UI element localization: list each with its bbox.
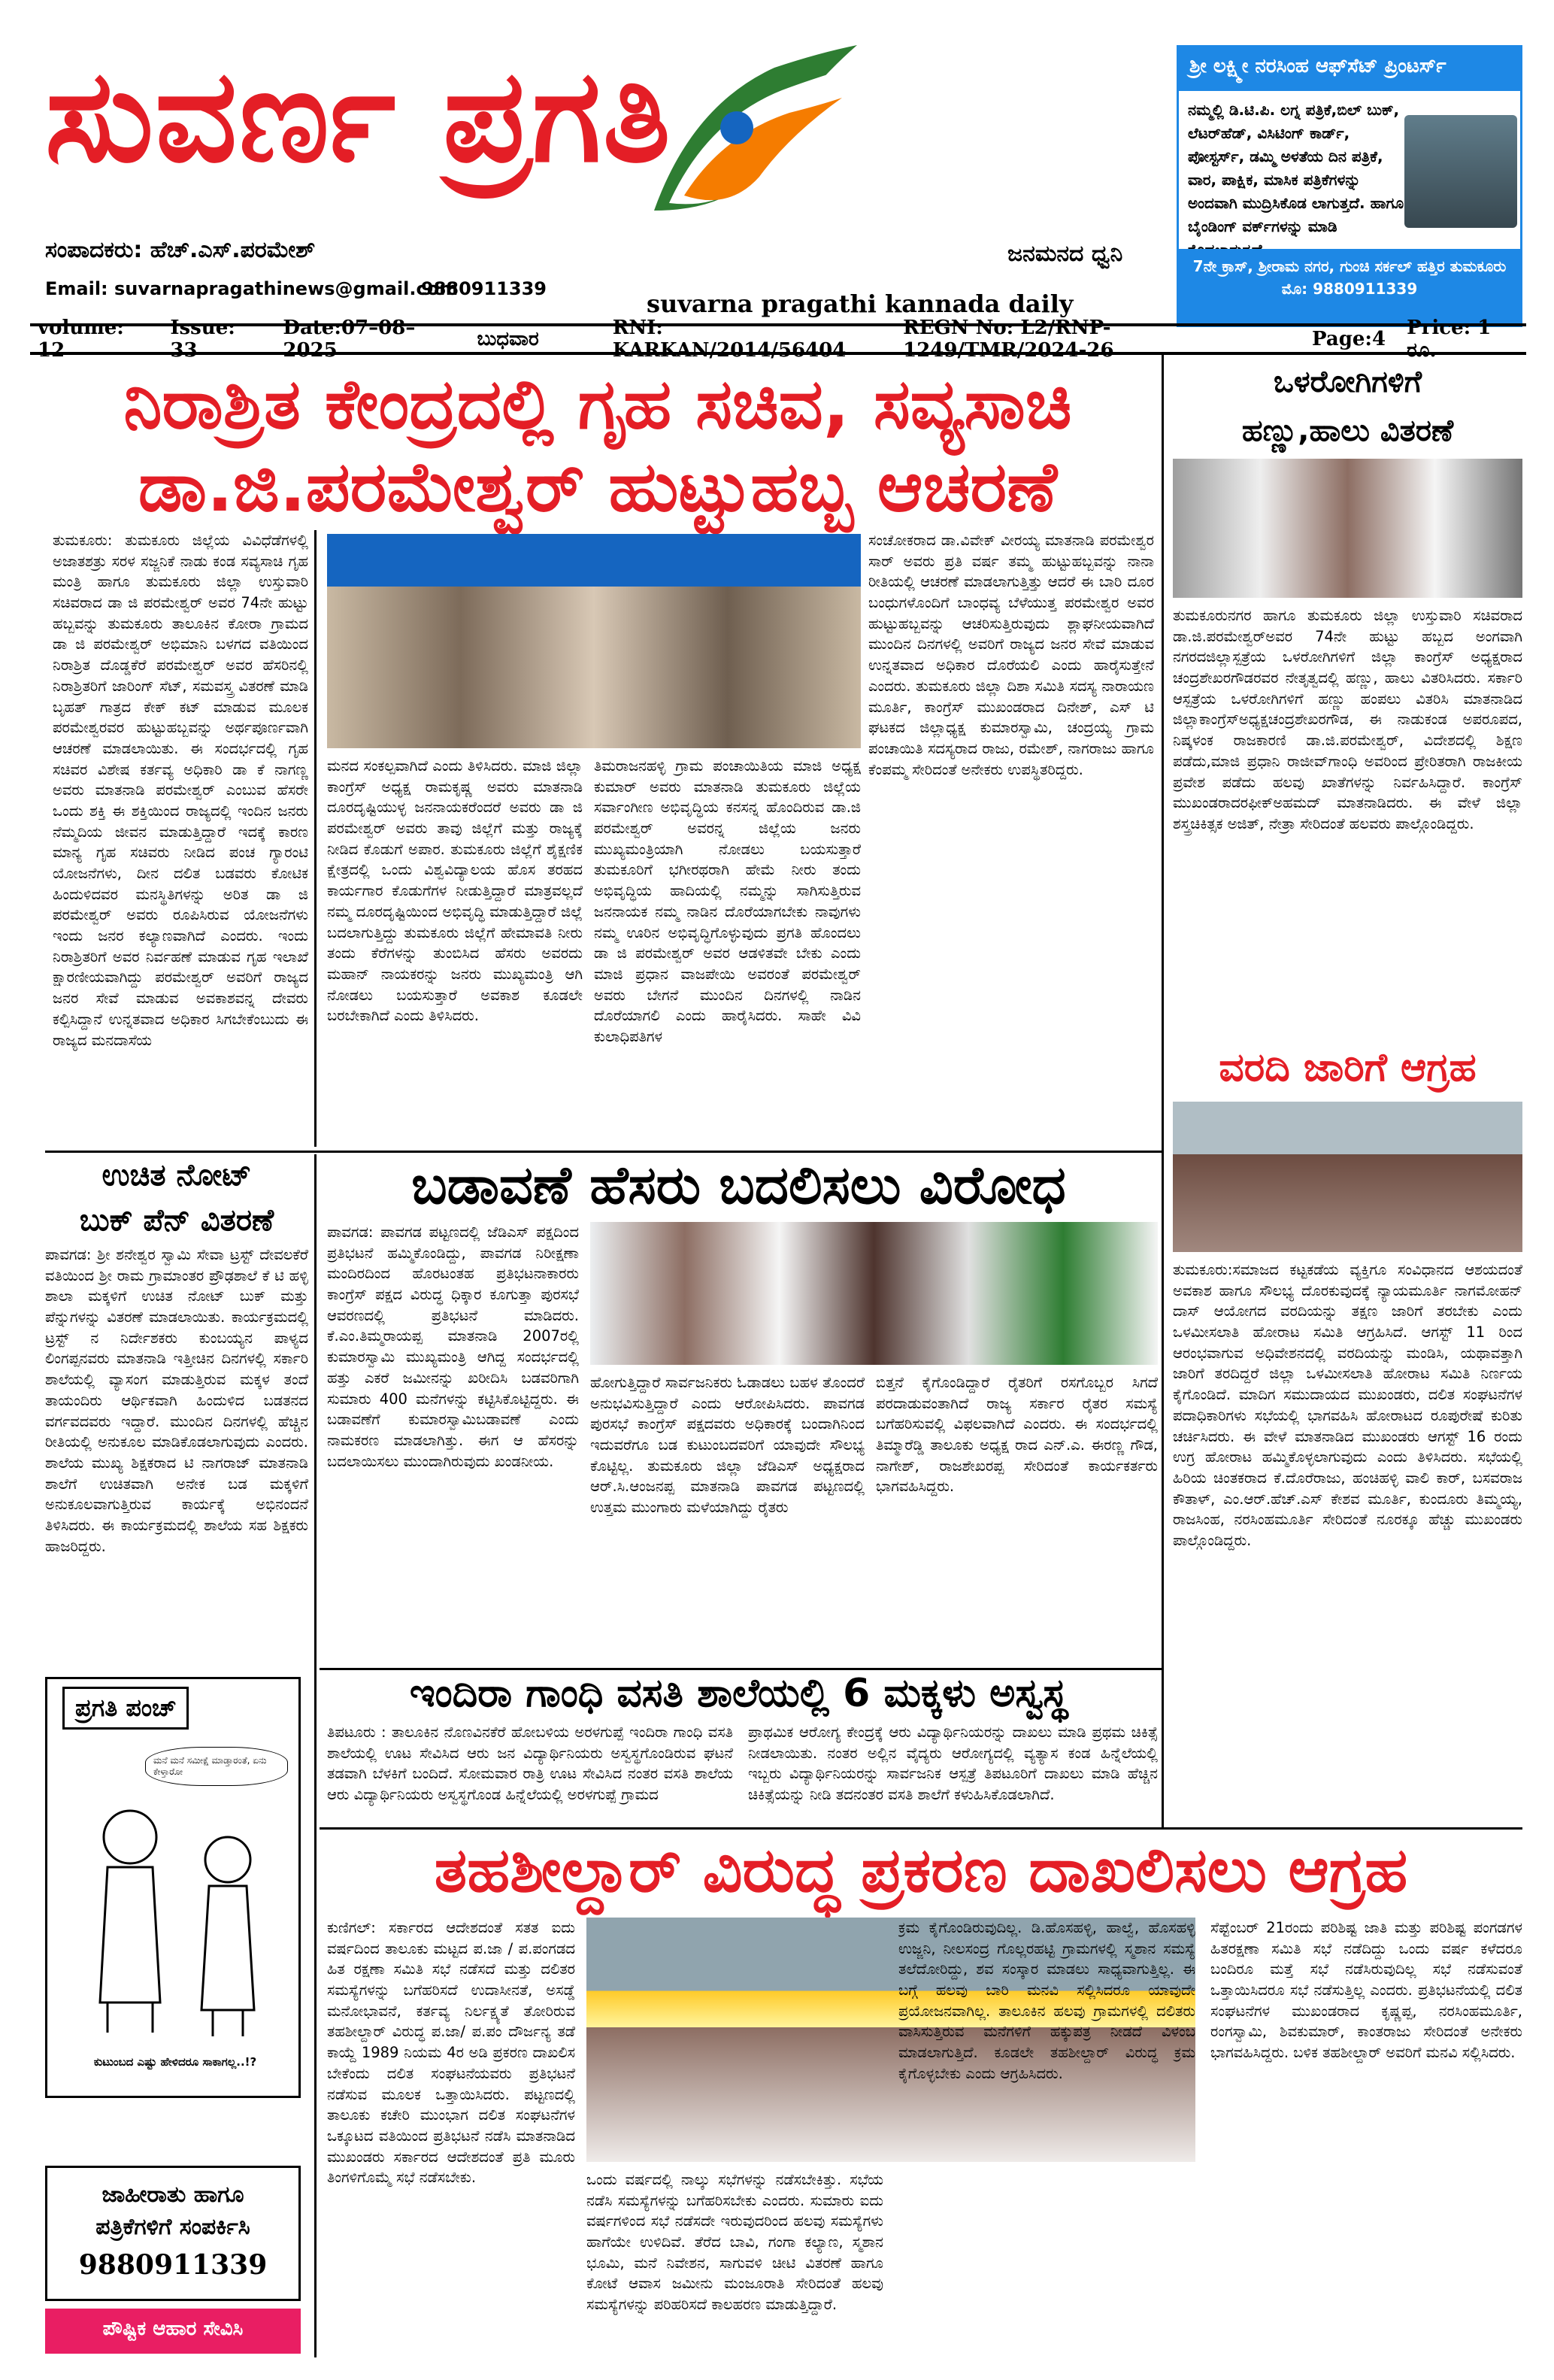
printer-icon bbox=[1404, 115, 1517, 228]
story3-headline: ಇಂದಿರಾ ಗಾಂಧಿ ವಸತಿ ಶಾಲೆಯಲ್ಲಿ 6 ಮಕ್ಕಳು ಅಸ್ವಸ್ಥ bbox=[409, 1671, 1068, 1716]
lead-col-1: ತುಮಕೂರು: ತುಮಕೂರು ಜಿಲ್ಲೆಯ ವಿವಿಧೆಡೆಗಳಲ್ಲಿ ಅಜಾತಶತ್ರು ಸರಳ ಸಜ್ಜನಿಕೆ ನಾಡು ಕಂಡ ಸವ್ಯಸಾಚಿ ಗೃಹ ಮಂತ್ರಿ ಹಾಗೂ ತುಮಕೂರು ಜಿಲ್ಲಾ ಉಸ್ತುವಾರಿ ಸಚಿವರಾದ ಡಾ ಜಿ ಪರಮೇಶ್ವರ್ ಅವರ 74ನೇ ಹುಟ್ಟು ಹಬ್ಬವನ್ನು ತುಮಕೂರು ತಾಲೂಕಿನ ಕೋರಾ ಗ್ರಾಮದ ಡಾ ಜಿ ಪರಮೇಶ್ವರ್ ಅಭಿಮಾನಿ ಬಳಗದ ವತಿಯಿಂದ ನಿರಾಶ್ರಿತ ದೊಡ್ಡಕೆರೆ ಪರಮೇಶ್ವರ್ ಅವರ ಹೆಸರಿನಲ್ಲಿ ನಿರಾಶ್ರಿತರಿಗೆ ಜಾರಿಂಗ್ ಸೆಟ್, ಸಮವಸ್ತ್ರ ವಿತರಣೆ ಮಾಡಿ ಬೃಹತ್ ಗಾತ್ರದ ಕೇಕ್ ಕಟ್ ಮಾಡುವ ಮೂಲಕ ಪರಮೇಶ್ವರವರ ಹುಟ್ಟುಹಬ್ಬವನ್ನು ಅರ್ಥಪೂರ್ಣವಾಗಿ ಆಚರಣೆ ಮಾಡಲಾಯಿತು. ಈ ಸಂದರ್ಭದಲ್ಲಿ ಗೃಹ ಸಚಿವರ ವಿಶೇಷ ಕರ್ತವ್ಯ ಅಧಿಕಾರಿ ಡಾ ಕೆ ನಾಗಣ್ಣ ಅವರು ಮಾತನಾಡಿ ಪರಮೇಶ್ವರ್ ಎಂಬುವ ಹೆಸರೇ ಒಂದು ಶಕ್ತಿ ಈ ಶಕ್ತಿಯಿಂದ ರಾಜ್ಯದಲ್ಲಿ ಇಂದಿನ ಜನರು ನೆಮ್ಮದಿಯ ಜೀವನ ಮಾಡುತ್ತಿದ್ದಾರೆ ಇದಕ್ಕೆ ಕಾರಣ ಮಾನ್ಯ ಗೃಹ ಸಚಿವರು ನೀಡಿದ ಪಂಚ ಗ್ಯಾರಂಟಿ ಯೋಜನೆಗಳು, ದೀನ ದಲಿತ ಬಡವರು ಕೋಟಿಕ ಹಿಂದುಳಿದವರ ಮನಸ್ಥಿತಿಗಳನ್ನು ಅರಿತ ಡಾ ಜಿ ಪರಮೇಶ್ವರ್ ಅವರು ರೂಪಿಸಿರುವ ಯೋಜನೆಗಳು ಇಂದು ಜನರ ಕಲ್ಯಾಣವಾಗಿದೆ ಎಂದರು. ಇಂದು ನಿರಾಶ್ರಿತರಿಗೆ ಅವರ ನಿರ್ವಹಣೆ ಮಾಡುವ ಗೃಹ ಇಲಾಖೆ ಕ್ಷಾರಣೀಯವಾಗಿದ್ದು ಪರಮೇಶ್ವರ್ ಅವರಿಗೆ ರಾಜ್ಯದ ಜನರ ಸೇವೆ ಮಾಡುವ ಅವಕಾಶವನ್ನ ದೇವರು ಕಲ್ಪಿಸಿದ್ದಾನೆ ಉನ್ನತವಾದ ಅಧಿಕಾರ ಸಿಗಬೇಕೆಂಬುದು ಈ ರಾಜ್ಯದ ಮನದಾಸೆಯ bbox=[53, 532, 308, 1049]
tagline: ಜನಮನದ ಧ್ವನಿ bbox=[1007, 241, 1123, 267]
lead-col-4: ಸಂಚೋಕರಾದ ಡಾ.ವಿವೇಕ್ ವೀರಯ್ಯ ಮಾತನಾಡಿ ಪರಮೇಶ್ವರ ಸಾರ್ ಅವರು ಪ್ರತಿ ವರ್ಷ ತಮ್ಮ ಹುಟ್ಟುಹಬ್ಬವನ್ನು ನಾನಾ ರೀತಿಯಲ್ಲಿ ಆಚರಣೆ ಮಾಡಲಾಗುತ್ತಿತ್ತು ಆದರೆ ಈ ಬಾರಿ ದೂರ ಬಂಧುಗಳೊಂದಿಗೆ ಬಾಂಧವ್ಯ ಬೆಳೆಯುತ್ತ ಪರಮೇಶ್ವರ ಅವರ ಹುಟ್ಟುಹಬ್ಬವನ್ನು ಆಚರಿಸುತ್ತಿರುವುದು ಶ್ಲಾಘನೀಯವಾಗಿದೆ ಮುಂದಿನ ದಿನಗಳಲ್ಲಿ ಅವರಿಗೆ ರಾಜ್ಯದ ಜನರ ಸೇವೆ ಮಾಡುವ ಉನ್ನತವಾದ ಅಧಿಕಾರ ದೊರೆಯಲಿ ಎಂದು ಹಾರೈಸುತ್ತೇನೆ ಎಂದರು. ತುಮಕೂರು ಜಿಲ್ಲಾ ದಿಶಾ ಸಮಿತಿ ಸದಸ್ಯ ನಾರಾಯಣ ಮೂರ್ತಿ, ಕಾಂಗ್ರೆಸ್ ಮುಖಂಡರಾದ ದಿನೇಶ್, ಎಸ್ ಟಿ ಘಟಕದ ಜಿಲ್ಲಾಧ್ಯಕ್ಷ ಕುಮಾರಸ್ವಾಮಿ, ಚಂದ್ರಯ್ಯ ಗ್ರಾಮ ಪಂಚಾಯಿತಿ ಸದಸ್ಯರಾದ ರಾಜು, ರಮೇಶ್, ನಾಗರಾಜು ಹಾಗೂ ಕೆಂಪಮ್ಮ ಸೇರಿದಂತೆ ಅನೇಕರು ಉಪಸ್ಥಿತರಿದ್ದರು. bbox=[868, 532, 1154, 778]
punch-heading: ಪ್ರಗತಿ ಪಂಚ್ bbox=[62, 1687, 189, 1730]
paper-subtitle: suvarna pragathi kannada daily bbox=[647, 290, 1074, 318]
divider bbox=[314, 530, 317, 1147]
divider bbox=[314, 1154, 317, 2357]
editor-name: ಸಂಪಾದಕರು: ಹೆಚ್.ಎಸ್.ಪರಮೇಶ್ bbox=[45, 237, 316, 263]
divider bbox=[45, 1151, 1162, 1153]
cartoon-figures-icon bbox=[62, 1792, 288, 2040]
story2-col-2: ಹೋಗುತ್ತಿದ್ದಾರೆ ಸಾರ್ವಜನಿಕರು ಓಡಾಡಲು ಬಹಳ ತೊಂದರೆ ಅನುಭವಿಸುತ್ತಿದ್ದಾರೆ ಎಂದು ಆರೋಪಿಸಿದರು. ಪಾವಗಡ ಪುರಸಭೆ ಕಾಂಗ್ರೆಸ್ ಪಕ್ಷದವರು ಅಧಿಕಾರಕ್ಕೆ ಬಂದಾಗಿನಿಂದ ಇದುವರೆಗೂ ಬಡ ಕುಟುಂಬದವರಿಗೆ ಯಾವುದೇ ಸೌಲಭ್ಯ ಕೊಟ್ಟಿಲ್ಲ. ತುಮಕೂರು ಜಿಲ್ಲಾ ಜೆಡಿಎಸ್ ಅಧ್ಯಕ್ಷರಾದ ಆರ್.ಸಿ.ಆಂಜನಪ್ಪ ಮಾತನಾಡಿ ಪಾವಗಡ ಪಟ್ಟಣದಲ್ಲಿ ಉತ್ತಮ ಮುಂಗಾರು ಮಳೆಯಾಗಿದ್ದು ರೈತರು bbox=[590, 1374, 865, 1517]
divider bbox=[320, 1827, 1522, 1830]
story4-col-1: ಕುಣಿಗಲ್: ಸರ್ಕಾರದ ಆದೇಶದಂತೆ ಸತತ ಐದು ವರ್ಷದಿಂದ ತಾಲೂಕು ಮಟ್ಟದ ಪ.ಜಾ / ಪ.ಪಂಗಡದ ಹಿತ ರಕ್ಷಣಾ ಸಮಿತಿ ಸಭೆ ನಡೆಸದೆ ಮತ್ತು ದಲಿತರ ಸಮಸ್ಯೆಗಳನ್ನು ಬಗೆಹರಿಸದೆ ಉದಾಸೀನತೆ, ಅಸಡ್ಡೆ ಮನೋಭಾವನೆ, ಕರ್ತವ್ಯ ನಿರ್ಲಕ್ಷ್ಯತೆ ತೋರಿರುವ ತಹಶೀಲ್ದಾರ್ ವಿರುದ್ಧ ಪ.ಜಾ/ ಪ.ಪಂ ದೌರ್ಜನ್ಯ ತಡೆ ಕಾಯ್ದೆ 1989 ನಿಯಮ 4ರ ಅಡಿ ಪ್ರಕರಣ ದಾಖಲಿಸ ಬೇಕೆಂದು ದಲಿತ ಸಂಘಟನೆಯವರು ಪ್ರತಿಭಟನೆ ನಡೆಸುವ ಮೂಲಕ ಒತ್ತಾಯಿಸಿದರು. ಪಟ್ಟಣದಲ್ಲಿ ತಾಲೂಕು ಕಚೇರಿ ಮುಂಭಾಗ ದಲಿತ ಸಂಘಟನೆಗಳ ಒಕ್ಕೂಟದ ವತಿಯಿಂದ ಪ್ರತಿಭಟನೆ ನಡೆಸಿ ಮಾತನಾಡಿದ ಮುಖಂಡರು ಸರ್ಕಾರದ ಆದೇಶದಂತೆ ಪ್ರತಿ ಮೂರು ತಿಂಗಳಿಗೊಮ್ಮೆ ಸಭೆ ನಡೆಸಬೇಕು. bbox=[327, 1919, 575, 2187]
side1-photo bbox=[1173, 459, 1522, 598]
issue-info-bar bbox=[30, 316, 1526, 362]
side2-headline: ವರದಿ ಜಾರಿಗೆ ಆಗ್ರಹ bbox=[1219, 1045, 1477, 1090]
email-text[interactable]: Email: suvarnapragathinews@gmail.com bbox=[45, 278, 459, 299]
lead-headline-line1: ನಿರಾಶ್ರಿತ ಕೇಂದ್ರದಲ್ಲಿ ಗೃಹ ಸಚಿವ, ಸವ್ಯಸಾಚಿ bbox=[123, 364, 1072, 444]
story3-col-2: ಪ್ರಾಥಮಿಕ ಆರೋಗ್ಯ ಕೇಂದ್ರಕ್ಕೆ ಆರು ವಿದ್ಯಾರ್ಥಿನಿಯರನ್ನು ದಾಖಲು ಮಾಡಿ ಪ್ರಥಮ ಚಿಕಿತ್ಸೆ ನೀಡಲಾಯಿತು. ನಂತರ ಅಲ್ಲಿನ ವೈದ್ಯರು ಆರೋಗ್ಯದಲ್ಲಿ ವ್ಯತ್ಯಾಸ ಕಂಡ ಹಿನ್ನೆಲೆಯಲ್ಲಿ ಇಬ್ಬರು ವಿದ್ಯಾರ್ಥಿನಿಯರನ್ನು ಸಾರ್ವಜನಿಕ ಆಸ್ಪತ್ರೆ ತಿಪಟೂರಿಗೆ ದಾಖಲು ಮಾಡಿ ಹೆಚ್ಚಿನ ಚಿಕಿತ್ಸೆಯನ್ನು ನೀಡಿ ತದನಂತರ ವಸತಿ ಶಾಲೆಗೆ ಕಳುಹಿಸಿಕೊಡಲಾಗಿದೆ. bbox=[748, 1724, 1158, 1804]
side1-body: ತುಮಕೂರುನಗರ ಹಾಗೂ ತುಮಕೂರು ಜಿಲ್ಲಾ ಉಸ್ತುವಾರಿ ಸಚಿವರಾದ ಡಾ.ಜಿ.ಪರಮೇಶ್ವರ್‌ಅವರ 74ನೇ ಹುಟ್ಟು ಹಬ್ಬದ ಅಂಗವಾಗಿ ನಗರದಜಿಲ್ಲಾಸ್ಪತ್ರೆಯ ಒಳರೋಗಿಗಳಿಗೆ ಜಿಲ್ಲಾ ಕಾಂಗ್ರೆಸ್ ಅಧ್ಯಕ್ಷರಾದ ಚಂದ್ರಶೇಖರಗೌಡರವರ ನೇತೃತ್ವದಲ್ಲಿ ಹಣ್ಣು, ಹಾಲು ವಿತರಿಸಿದರು. ಸರ್ಕಾರಿ ಆಸ್ಪತ್ರೆಯ ಒಳರೋಗಿಗಳಿಗೆ ಹಣ್ಣು ಹಂಪಲು ವಿತರಿಸಿ ಮಾತನಾಡಿದ ಜಿಲ್ಲಾಕಾಂಗ್ರೆಸ್‌ಅಧ್ಯಕ್ಷಚಂದ್ರಶೇಖರಗೌಡ, ಈ ನಾಡುಕಂಡ ಅಪರೂಪದ, ನಿಷ್ಕಳಂಕ ರಾಜಕಾರಣಿ ಡಾ.ಜಿ.ಪರಮೇಶ್ವರ್, ವಿದೇಶದಲ್ಲಿ ಶಿಕ್ಷಣ ಪಡೆದು,ಮಾಜಿ ಪ್ರಧಾನಿ ರಾಜೀವ್‌ಗಾಂಧಿ ಅವರಿಂದ ಪ್ರೇರಿತರಾಗಿ ರಾಜಕೀಯ ಪ್ರವೇಶ ಪಡೆದು ಹಲವು ಖಾತೆಗಳನ್ನು ನಿರ್ವಹಿಸಿದ್ದಾರೆ. ಕಾಂಗ್ರೆಸ್ ಮುಖಂಡರಾದರಫೀಕ್‌ಅಹಮದ್ ಮಾತನಾಡಿದರು. ಈ ವೇಳೆ ಜಿಲ್ಲಾ ಶಸ್ತ್ರಚಿಕಿತ್ಸಕ ಅಜಿತ್, ನೇತ್ರಾ ಸೇರಿದಂತೆ ಹಲವರು ಪಾಲ್ಗೊಂಡಿದ್ದರು. bbox=[1173, 607, 1522, 832]
story2-col-3: ಬಿತ್ತನೆ ಕೈಗೊಂಡಿದ್ದಾರೆ ರೈತರಿಗೆ ರಸಗೊಬ್ಬರ ಸಿಗದೆ ಪರದಾಡುವಂತಾಗಿದೆ ರಾಜ್ಯ ಸರ್ಕಾರ ರೈತರ ಸಮಸ್ಯೆ ಬಗೆಹರಿಸುವಲ್ಲಿ ವಿಫಲವಾಗಿದೆ ಎಂದರು. ಈ ಸಂದರ್ಭದಲ್ಲಿ ತಿಮ್ಮಾರೆಡ್ಡಿ ತಾಲೂಕು ಅಧ್ಯಕ್ಷ ರಾದ ಎನ್.ಎ. ಈರಣ್ಣ ಗೌಡ, ನಾಗೇಶ್, ರಾಜಶೇಖರಪ್ಪ ಸೇರಿದಂತೆ ಕಾರ್ಯಕರ್ತರು ಭಾಗವಹಿಸಿದ್ದರು. bbox=[876, 1374, 1158, 1496]
story4-col-3: ಕ್ರಮ ಕೈಗೊಂಡಿರುವುದಿಲ್ಲ. ಡಿ.ಹೊಸಹಳ್ಳಿ, ಹಾಲ್ವೆ, ಹೊಸಹಳ್ಳಿ ಉಜ್ಜನಿ, ನೀಲಸಂದ್ರ ಗೊಲ್ಲರಹಟ್ಟಿ ಗ್ರಾಮಗಳಲ್ಲಿ ಸ್ಮಶಾನ ಸಮಸ್ಯೆ ತಲೆದೋರಿದ್ದು, ಶವ ಸಂಸ್ಕಾರ ಮಾಡಲು ಸಾಧ್ಯವಾಗುತ್ತಿಲ್ಲ. ಈ ಬಗ್ಗೆ ಹಲವು ಬಾರಿ ಮನವಿ ಸಲ್ಲಿಸಿದರೂ ಯಾವುದೇ ಪ್ರಯೋಜನವಾಗಿಲ್ಲ. ತಾಲೂಕಿನ ಹಲವು ಗ್ರಾಮಗಳಲ್ಲಿ ದಲಿತರು ವಾಸಿಸುತ್ತಿರುವ ಮನೆಗಳಿಗೆ ಹಕ್ಕುಪತ್ರ ನೀಡದೆ ವಿಳಂಬ ಮಾಡಲಾಗುತ್ತಿದೆ. ಕೂಡಲೇ ತಹಶೀಲ್ದಾರ್ ವಿರುದ್ಧ ಕ್ರಮ ಕೈಗೊಳ್ಳಬೇಕು ಎಂದು ಆಗ್ರಹಿಸಿದರು. bbox=[898, 1919, 1195, 2082]
side1-headline1: ಒಳರೋಗಿಗಳಿಗೆ bbox=[1274, 365, 1422, 399]
side2-photo bbox=[1173, 1102, 1522, 1252]
classified-line2: ಪತ್ರಿಕೆಗಳಿಗೆ ಸಂಪರ್ಕಿಸಿ bbox=[95, 2214, 250, 2240]
side1-headline2: ಹಣ್ಣು,ಹಾಲು ವಿತರಣೆ bbox=[1241, 414, 1454, 448]
ad-body: ನಮ್ಮಲ್ಲಿ ಡಿ.ಟಿ.ಪಿ. ಲಗ್ನ ಪತ್ರಿಕೆ,ಬಿಲ್ ಬುಕ್, ಲೆಟರ್‌ಹೆಡ್, ವಿಸಿಟಿಂಗ್ ಕಾರ್ಡ್, ಪೋಸ್ಟರ್ಸ್, ಡಮ್ಮಿ ಅಳತೆಯ ದಿನ ಪತ್ರಿಕೆ, ವಾರ, ಪಾಕ್ಷಿಕ, ಮಾಸಿಕ ಪತ್ರಿಕೆಗಳನ್ನು ಅಂದವಾಗಿ ಮುದ್ರಿಸಿಕೊಡ ಲಾಗುತ್ತದೆ. ಹಾಗೂ ಬೈಂಡಿಂಗ್ ವರ್ಕ್‌ಗಳನ್ನು ಮಾಡಿ bbox=[1188, 101, 1404, 235]
regn: REGN No: L2/RNP-1249/TMR/2024-26 bbox=[903, 317, 1114, 362]
cartoon-caption: ಕುಟುಂಬದ ಎಷ್ಟು ಹೇಳಿದರೂ ಸಾಕಾಗಲ್ಲ..!? bbox=[93, 2055, 257, 2069]
story4-col-2: ಒಂದು ವರ್ಷದಲ್ಲಿ ನಾಲ್ಕು ಸಭೆಗಳನ್ನು ನಡೆಸಬೇಕಿತ್ತು. ಸಭೆಯ ನಡೆಸಿ ಸಮಸ್ಯೆಗಳನ್ನು ಬಗೆಹರಿಸಬೇಕು ಎಂದರು. ಸುಮಾರು ಐದು ವರ್ಷಗಳಿಂದ ಸಭೆ ನಡೆಸದೇ ಇರುವುದರಿಂದ ಹಲವು ಸಮಸ್ಯೆಗಳು ಹಾಗೆಯೇ ಉಳಿದಿವೆ. ತೆರೆದ ಬಾವಿ, ಗಂಗಾ ಕಲ್ಯಾಣ, ಸ್ಮಶಾನ ಭೂಮಿ, ಮನೆ ನಿವೇಶನ, ಸಾಗುವಳಿ ಚೀಟಿ ವಿತರಣೆ ಹಾಗೂ ಕೋಟೆ ಆವಾಸ ಜಮೀನು ಮಂಜೂರಾತಿ ಸೇರಿದಂತೆ ಹಲವು ಸಮಸ್ಯೆಗಳನ್ನು ಪರಿಹರಿಸದೆ ಕಾಲಹರಣ ಮಾಡುತ್ತಿದ್ದಾರೆ. bbox=[586, 2171, 883, 2314]
ad-address: 7ನೇ ಕ್ರಾಸ್, ಶ್ರೀರಾಮ ನಗರ, ಗುಂಚಿ ಸರ್ಕಲ್ ಹತ್ತಿರ ತುಮಕೂರು ಮೊ: 9880911339 bbox=[1179, 249, 1520, 326]
lead-headline-line2: ಡಾ.ಜಿ.ಪರಮೇಶ್ವರ್ ಹುಟ್ಟುಹಬ್ಬ ಆಚರಣೆ bbox=[138, 447, 1058, 527]
divider bbox=[320, 1668, 1162, 1670]
story2-col-1: ಪಾವಗಡ: ಪಾವಗಡ ಪಟ್ಟಣದಲ್ಲಿ ಜೆಡಿಎಸ್ ಪಕ್ಷದಿಂದ ಪ್ರತಿಭಟನೆ ಹಮ್ಮಿಕೊಂಡಿದ್ದು, ಪಾವಗಡ ನಿರೀಕ್ಷಣಾ ಮಂದಿರದಿಂದ ಹೊರಟಂತಹ ಪ್ರತಿಭಟನಾಕಾರರು ಕಾಂಗ್ರೆಸ್ ಪಕ್ಷದ ವಿರುದ್ಧ ಧಿಕ್ಕಾರ ಕೂಗುತ್ತಾ ಪುರಸಭೆ ಆವರಣದಲ್ಲಿ ಪ್ರತಿಭಟನೆ ಮಾಡಿದರು. ಕೆ.ಎಂ.ತಿಮ್ಮರಾಯಪ್ಪ ಮಾತನಾಡಿ 2007ರಲ್ಲಿ ಕುಮಾರಸ್ವಾಮಿ ಮುಖ್ಯಮಂತ್ರಿ ಆಗಿದ್ದ ಸಂದರ್ಭದಲ್ಲಿ ಹತ್ತು ಎಕರೆ ಜಮೀನನ್ನು ಖರೀದಿಸಿ ಬಡವರಿಗಾಗಿ ಸುಮಾರು 400 ಮನೆಗಳನ್ನು ಕಟ್ಟಿಸಿಕೊಟ್ಟಿದ್ದರು. ಈ ಬಡಾವಣೆಗೆ ಕುಮಾರಸ್ವಾಮಿಬಡಾವಣೆ ಎಂದು ನಾಮಕರಣ ಮಾಡಲಾಗಿತ್ತು. ಈಗ ಆ ಹೆಸರನ್ನು ಬದಲಾಯಿಸಲು ಮುಂದಾಗಿರುವುದು ಖಂಡನೀಯ. bbox=[327, 1223, 579, 1470]
issue: Issue: 33 bbox=[170, 317, 235, 362]
page-number: Page:4 bbox=[1312, 328, 1386, 350]
day: ಬುಧವಾರ bbox=[477, 327, 539, 350]
left2-body: ಪಾವಗಡ: ಶ್ರೀ ಶನೇಶ್ವರ ಸ್ವಾಮಿ ಸೇವಾ ಟ್ರಸ್ಟ್ ದೇವಲಕೆರೆ ವತಿಯಿಂದ ಶ್ರೀ ರಾಮ ಗ್ರಾಮಾಂತರ ಪ್ರೌಢಶಾಲೆ ಕೆ ಟಿ ಹಳ್ಳಿ ಶಾಲಾ ಮಕ್ಕಳಿಗೆ ಉಚಿತ ನೋಟ್ ಬುಕ್ ಮತ್ತು ಪೆನ್ನುಗಳನ್ನು ವಿತರಣೆ ಮಾಡಲಾಯಿತು. ಕಾರ್ಯಕ್ರಮದಲ್ಲಿ ಟ್ರಸ್ಟ್ ನ ನಿರ್ದೇಶಕರು ಕುಂಬಯ್ಯನ ಪಾಳ್ಯದ ಲಿಂಗಪ್ಪನವರು ಮಾತನಾಡಿ ಇತ್ತೀಚಿನ ದಿನಗಳಲ್ಲಿ ಸರ್ಕಾರಿ ಶಾಲೆಯಲ್ಲಿ ವ್ಯಾಸಂಗ ಮಾಡುತ್ತಿರುವ ಮಕ್ಕಳ ತಂದೆ ತಾಯಂದಿರು ಆರ್ಥಿಕವಾಗಿ ಹಿಂದುಳಿದ ಬಡತನದ ವರ್ಗವದವರು ಇದ್ದಾರೆ. ಮುಂದಿನ ದಿನಗಳಲ್ಲಿ ಹೆಚ್ಚಿನ ರೀತಿಯಲ್ಲಿ ಅನುಕೂಲ ಮಾಡಿಕೊಡಲಾಗುವುದು ಎಂದರು. ಶಾಲೆಯ ಮುಖ್ಯ ಶಿಕ್ಷಕರಾದ ಟಿ ನಾಗರಾಜ್ ಮಾತನಾಡಿ ಶಾಲೆಗೆ ಉಚಿತವಾಗಿ ಅನೇಕ ಬಡ ಮಕ್ಕಳಿಗೆ ಅನುಕೂಲವಾಗುತ್ತಿರುವ ಕಾರ್ಯಕ್ಕೆ ಅಭಿನಂದನೆ ತಿಳಿಸಿದರು. ಈ ಕಾರ್ಯಕ್ರಮದಲ್ಲಿ ಶಾಲೆಯ ಸಹ ಶಿಕ್ಷಕರು ಹಾಜರಿದ್ದರು. bbox=[45, 1246, 308, 1555]
volume: volume: 12 bbox=[38, 317, 124, 362]
classified-ad bbox=[45, 2166, 301, 2301]
side2-body: ತುಮಕೂರು:ಸಮಾಜದ ಕಟ್ಟಕಡೆಯ ವ್ಯಕ್ತಿಗೂ ಸಂವಿಧಾನದ ಆಶಯದಂತೆ ಅವಕಾಶ ಹಾಗೂ ಸೌಲಭ್ಯ ದೊರಕುವುದಕ್ಕೆ ನ್ಯಾಯಮೂರ್ತಿ ನಾಗಮೋಹನ್ ದಾಸ್ ಆಯೋಗದ ವರದಿಯನ್ನು ತಕ್ಷಣ ಜಾರಿಗೆ ತರಬೇಕು ಎಂದು ಒಳಮೀಸಲಾತಿ ಹೋರಾಟ ಸಮಿತಿ ಆಗ್ರಹಿಸಿದೆ. ಆಗಸ್ಟ್ 11 ರಿಂದ ಆರಂಭವಾಗುವ ಅಧಿವೇಶನದಲ್ಲಿ ವರದಿಯನ್ನು ಮಂಡಿಸಿ, ಯಥಾವತ್ತಾಗಿ ಜಾರಿಗೆ ತರದಿದ್ದರೆ ಜಿಲ್ಲಾ ಒಳಮೀಸಲಾತಿ ಹೋರಾಟ ಸಮಿತಿ ನಿರ್ಣಯ ಕೈಗೊಂಡಿದೆ. ಮಾದಿಗ ಸಮುದಾಯದ ಮುಖಂಡರು, ದಲಿತ ಸಂಘಟನೆಗಳ ಪದಾಧಿಕಾರಿಗಳು ಸಭೆಯಲ್ಲಿ ಭಾಗವಹಿಸಿ ಹೋರಾಟದ ರೂಪುರೇಷೆ ಕುರಿತು ಚರ್ಚಿಸಿದರು. ಈ ವೇಳೆ ಮಾತನಾಡಿದ ಮುಖಂಡರು ಆಗಸ್ಟ್ 16 ರಂದು ಉಗ್ರ ಹೋರಾಟ ಹಮ್ಮಿಕೊಳ್ಳಲಾಗುವುದು ಎಂದು ತಿಳಿಸಿದರು. ಸಭೆಯಲ್ಲಿ ಹಿರಿಯ ಚಿಂತಕರಾದ ಕೆ.ದೊರೆರಾಜು, ಹಂಚಿಹಳ್ಳಿ ವಾಲಿ ಕಾರ್, ಬಸವರಾಜ ಕೌತಾಳ್, ಎಂ.ಆರ್.ಹೆಚ್.ಎಸ್ ಕೇಶವ ಮೂರ್ತಿ, ಕುಂದೂರು ತಿಮ್ಮಯ್ಯ, ರಾಜಸಿಂಹ, ನರಸಿಂಹಮೂರ್ತಿ ಸೇರಿದಂತೆ ನೂರಕ್ಕೂ ಹೆಚ್ಚು ಮುಖಂಡರು ಪಾಲ್ಗೊಂಡಿದ್ದರು. bbox=[1173, 1261, 1522, 1549]
classified-line1: ಜಾಹೀರಾತು ಹಾಗೂ bbox=[101, 2181, 244, 2208]
story4-col-4: ಸೆಪ್ಟೆಂಬರ್ 21ರಂದು ಪರಿಶಿಷ್ಟ ಜಾತಿ ಮತ್ತು ಪರಿಶಿಷ್ಟ ಪಂಗಡಗಳ ಹಿತರಕ್ಷಣಾ ಸಮಿತಿ ಸಭೆ ನಡೆದಿದ್ದು ಒಂದು ವರ್ಷ ಕಳೆದರೂ ಬಂದಿರೂ ಮತ್ತೆ ಸಭೆ ನಡೆಸಿರುವುದಿಲ್ಲ ಸಭೆ ನಡೆಸುವಂತೆ ಒತ್ತಾಯಿಸಿದರೂ ಸಭೆ ನಡೆಸುತ್ತಿಲ್ಲ ಎಂದರು. ಪ್ರತಿಭಟನೆಯಲ್ಲಿ ದಲಿತ ಸಂಘಟನೆಗಳ ಮುಖಂಡರಾದ ಕೃಷ್ಣಪ್ಪ, ನರಸಿಂಹಮೂರ್ತಿ, ರಂಗಸ್ವಾಮಿ, ಶಿವಕುಮಾರ್, ಕಾಂತರಾಜು ಸೇರಿದಂತೆ ಅನೇಕರು ಭಾಗವಹಿಸಿದ್ದರು. ಬಳಿಕ ತಹಶೀಲ್ದಾರ್ ಅವರಿಗೆ ಮನವಿ ಸಲ್ಲಿಸಿದರು. bbox=[1210, 1919, 1522, 2062]
divider bbox=[1162, 353, 1164, 1827]
speech-bubble: ಮನೆ ಮನೆ ಸಮೀಕ್ಷೆ ಮಾಡ್ತಾರಂತೆ, ಏನು ಕೇಳ್ತಾರೋ bbox=[145, 1747, 288, 1786]
price: Price: 1 ರೂ. bbox=[1407, 316, 1492, 362]
date: Date:07–08–2025 bbox=[283, 317, 416, 362]
lead-col-2: ಮನದ ಸಂಕಲ್ಪವಾಗಿದೆ ಎಂದು ತಿಳಿಸಿದರು. ಮಾಜಿ ಜಿಲ್ಲಾ ಕಾಂಗ್ರೆಸ್ ಅಧ್ಯಕ್ಷ ರಾಮಕೃಷ್ಣ ಅವರು ಮಾತನಾಡಿ ದೂರದೃಷ್ಟಿಯುಳ್ಳ ಜನನಾಯಕರೆಂದರೆ ಅವರು ಡಾ ಜಿ ಪರಮೇಶ್ವರ್ ಅವರು ತಾವು ಜಿಲ್ಲೆಗೆ ಮತ್ತು ರಾಜ್ಯಕ್ಕೆ ನೀಡಿದ ಕೊಡುಗೆ ಅಪಾರ. ತುಮಕೂರು ಜಿಲ್ಲೆಗೆ ಶೈಕ್ಷಣಿಕ ಕ್ಷೇತ್ರದಲ್ಲಿ ಒಂದು ವಿಶ್ವವಿದ್ಯಾಲಯ ಹೊಸ ತರಹದ ಕಾರ್ಯಗಾರ ಕೊಡುಗೆಗಳ ನೀಡುತ್ತಿದ್ದಾರೆ ಮಾತ್ರವಲ್ಲದೆ ನಮ್ಮ ದೂರದೃಷ್ಟಿಯಿಂದ ಅಭಿವೃದ್ಧಿ ಮಾಡುತ್ತಿದ್ದಾರೆ ಜಿಲ್ಲೆ ಬದಲಾಗುತ್ತಿದ್ದು ತುಮಕೂರು ಜಿಲ್ಲೆಗೆ ಹೇಮಾವತಿ ನೀರು ತಂದು ಕೆರೆಗಳನ್ನು ತುಂಬಿಸಿದ ಹೆಸರು ಅವರದು ಮಹಾನ್ ನಾಯಕರನ್ನು ಜನರು ಮುಖ್ಯಮಂತ್ರಿ ಆಗಿ ನೋಡಲು ಬಯಸುತ್ತಾರೆ ಅವಕಾಶ ಕೂಡಲೇ ಬರಬೇಕಾಗಿದೆ ಎಂದು ತಿಳಿಸಿದರು. bbox=[327, 757, 583, 1025]
ad-heading: ಶ್ರೀ ಲಕ್ಷ್ಮೀ ನರಸಿಂಹ ಆಫ್‌ಸೆಟ್ ಪ್ರಿಂಟರ್ಸ್ bbox=[1179, 47, 1520, 91]
cartoon-box bbox=[45, 1677, 301, 2098]
flag-logo-icon bbox=[624, 38, 872, 233]
printer-ad bbox=[1177, 45, 1522, 327]
story4-headline: ತಹಶೀಲ್ದಾರ್ ವಿರುದ್ಧ ಪ್ರಕರಣ ದಾಖಲಿಸಲು ಆಗ್ರಹ bbox=[434, 1835, 1408, 1906]
masthead-title: ಸುವರ್ಣ ಪ್ರಗತಿ bbox=[45, 42, 672, 191]
left2-headline2: ಬುಕ್ ಪೆನ್ ವಿತರಣೆ bbox=[79, 1203, 274, 1238]
rni: RNI: KARKAN/2014/56404 bbox=[612, 317, 847, 362]
lead-photo bbox=[327, 534, 861, 748]
story2-headline: ಬಡಾವಣೆ ಹೆಸರು ಬದಲಿಸಲು ವಿರೋಧ bbox=[411, 1154, 1066, 1216]
left2-headline1: ಉಚಿತ ನೋಟ್ bbox=[101, 1158, 252, 1193]
lead-col-3: ತಿಮರಾಜನಹಳ್ಳಿ ಗ್ರಾಮ ಪಂಚಾಯಿತಿಯ ಮಾಜಿ ಅಧ್ಯಕ್ಷ ಕುಮಾರ್ ಅವರು ಮಾತನಾಡಿ ತುಮಕೂರು ಜಿಲ್ಲೆಯ ಸರ್ವಾಂಗೀಣ ಅಭಿವೃದ್ಧಿಯ ಕನಸನ್ನ ಹೊಂದಿರುವ ಡಾ.ಜಿ ಪರಮೇಶ್ವರ್ ಅವರನ್ನ ಜಿಲ್ಲೆಯ ಜನರು ಮುಖ್ಯಮಂತ್ರಿಯಾಗಿ ನೋಡಲು ಬಯಸುತ್ತಾರೆ ತುಮಕೂರಿಗೆ ಭಗೀರಥರಾಗಿ ಹೇಮೆ ನೀರು ತಂದು ಅಭಿವೃದ್ಧಿಯ ಹಾದಿಯಲ್ಲಿ ನಮ್ಮನ್ನು ಸಾಗಿಸುತ್ತಿರುವ ಜನನಾಯಕ ನಮ್ಮ ನಾಡಿನ ದೊರೆಯಾಗಬೇಕು ನಾವುಗಳು ನಮ್ಮ ಊರಿನ ಅಭಿವೃದ್ಧಿಗೊಳ್ಳುವುದು ಪ್ರಗತಿ ಹೊಂದಲು ಡಾ ಜಿ ಪರಮೇಶ್ವರ್ ಅವರ ಆಡಳಿತವೇ ಬೇಕು ಎಂದು ಮಾಜಿ ಪ್ರಧಾನ ವಾಜಪೇಯಿ ಅವರಂತೆ ಪರಮೇಶ್ವರ್ ಅವರು ಬೇಗನೆ ಮುಂದಿನ ದಿನಗಳಲ್ಲಿ ನಾಡಿನ ದೊರೆಯಾಗಲಿ ಎಂದು ಹಾರೈಸಿದರು. ಸಾಹೇ ವಿವಿ ಕುಲಾಧಿಪತಿಗಳ bbox=[594, 757, 861, 1045]
story2-photo bbox=[590, 1222, 1158, 1365]
story3-col-1: ತಿಪಟೂರು : ತಾಲೂಕಿನ ನೊಣವಿನಕೆರೆ ಹೋಬಳಿಯ ಅರಳಗುಪ್ಪೆ ಇಂದಿರಾ ಗಾಂಧಿ ವಸತಿ ಶಾಲೆಯಲ್ಲಿ ಊಟ ಸೇವಿಸಿದ ಆರು ಜನ ವಿದ್ಯಾರ್ಥಿನಿಯರು ಅಸ್ವಸ್ಥಗೊಂಡಿರುವ ಘಟನೆ ತಡವಾಗಿ ಬೆಳಕಿಗೆ ಬಂದಿದೆ. ಸೋಮವಾರ ರಾತ್ರಿ ಊಟ ಸೇವಿಸಿದ ನಂತರ ವಸತಿ ಶಾಲೆಯ ಆರು ವಿದ್ಯಾರ್ಥಿನಿಯರು ಅಸ್ವಸ್ಥಗೊಂಡ ಹಿನ್ನೆಲೆಯಲ್ಲಿ ಅರಳಗುಪ್ಪೆ ಗ್ರಾಮದ bbox=[327, 1724, 733, 1804]
phone-number: 9880911339 bbox=[421, 278, 547, 299]
classified-phone: 9880911339 bbox=[78, 2249, 268, 2281]
nutrition-banner: ಪೌಷ್ಟಿಕ ಆಹಾರ ಸೇವಿಸಿ bbox=[45, 2309, 301, 2354]
